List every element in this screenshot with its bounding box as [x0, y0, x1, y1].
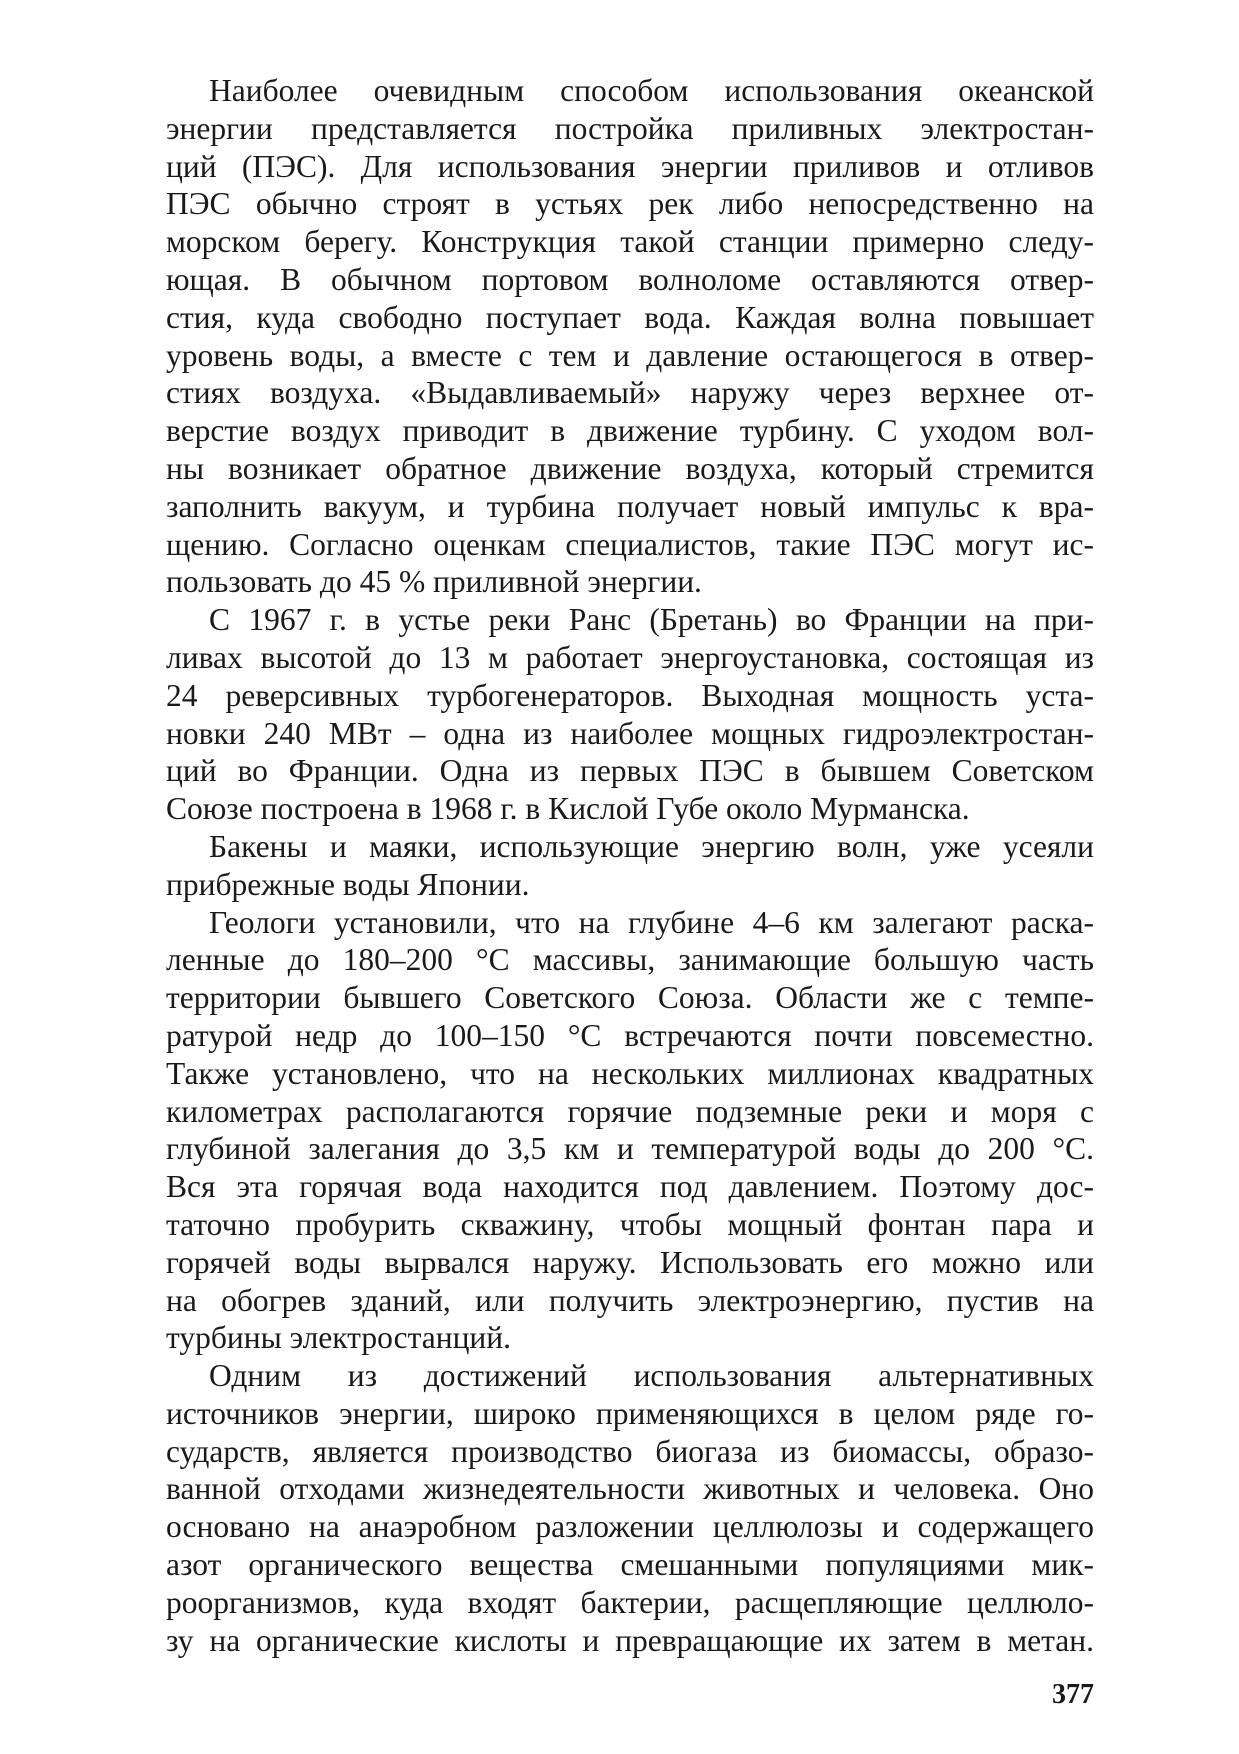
text-line: пользовать до 45 % приливной энергии. [166, 564, 702, 600]
text-line: ны возникает обратное движение воздуха, который стремится [166, 450, 1094, 486]
text-line: ратурой недр до 100–150 °С встречаются почти повсеместно. [166, 1017, 1094, 1053]
paragraph-buoys-japan [166, 828, 1094, 904]
text-line: Также установлено, что на нескольких миллионах квадратных [166, 1055, 1094, 1091]
text-line: морском берегу. Конструкция такой станции примерно следу- [166, 224, 1094, 260]
paragraph-biogas [166, 1357, 1094, 1659]
paragraph-geothermal [166, 904, 1094, 1358]
text-line: турбины электростанций. [166, 1320, 512, 1356]
text-line: стия, куда свободно поступает вода. Каждая волна повышает [166, 299, 1094, 335]
text-line: основано на анаэробном разложении целлюлозы и содержащего [166, 1509, 1094, 1545]
text-line: щению. Согласно оценкам специалистов, такие ПЭС могут ис- [166, 526, 1094, 562]
paragraph-tidal-power-stations [166, 72, 1094, 601]
text-line: азот органического вещества смешанными популяциями мик- [166, 1547, 1094, 1583]
text-line: ливах высотой до 13 м работает энергоустановка, состоящая из [166, 639, 1094, 675]
text-line: на обогрев зданий, или получить электроэнергию, пустив на [166, 1282, 1094, 1318]
text-line: ющая. В обычном портовом волноломе оставляются отвер- [166, 261, 1094, 297]
text-line: территории бывшего Советского Союза. Области же с темпе- [166, 980, 1094, 1016]
text-line: С 1967 г. в устье реки Ранс (Бретань) во Франции на при- [209, 602, 1094, 638]
text-line: заполнить вакуум, и турбина получает новый импульс к вра- [166, 488, 1094, 524]
text-line: роорганизмов, куда входят бактерии, расщепляющие целлюло- [166, 1584, 1094, 1620]
text-line: уровень воды, а вместе с тем и давление остающегося в отвер- [166, 337, 1094, 373]
text-line: глубиной залегания до 3,5 км и температурой воды до 200 °С. [166, 1131, 1094, 1167]
text-line: километрах располагаются горячие подземные реки и моря с [166, 1093, 1094, 1129]
text-line: ций (ПЭС). Для использования энергии приливов и отливов [166, 148, 1094, 184]
text-line: зу на органические кислоты и превращающие их затем в метан. [166, 1622, 1094, 1658]
text-line: энергии представляется постройка приливных электростан- [166, 110, 1094, 146]
text-line: горячей воды вырвался наружу. Использовать его можно или [166, 1244, 1094, 1280]
text-line: новки 240 МВт – одна из наиболее мощных гидроэлектростан- [166, 715, 1094, 751]
text-line: ленные до 180–200 °С массивы, занимающие большую часть [166, 942, 1094, 978]
body-text [166, 72, 1094, 1659]
text-line: ПЭС обычно строят в устьях рек либо непосредственно на [166, 186, 1094, 222]
text-line: Одним из достижений использования альтернативных [209, 1358, 1094, 1394]
text-line: сударств, является производство биогаза из биомассы, образо- [166, 1433, 1094, 1469]
text-line: таточно пробурить скважину, чтобы мощный фонтан пара и [166, 1206, 1094, 1242]
paragraph-rance-station [166, 601, 1094, 828]
text-line: Геологи установили, что на глубине 4–6 км залегают раска- [209, 904, 1094, 940]
text-line: 24 реверсивных турбогенераторов. Выходная мощность уста- [166, 677, 1094, 713]
page-number: 377 [1052, 1679, 1094, 1710]
text-line: Наиболее очевидным способом использования океанской [209, 73, 1094, 108]
text-line: источников энергии, широко применяющихся в целом ряде го- [166, 1395, 1094, 1431]
text-line: Бакены и маяки, использующие энергию волн, уже усеяли [209, 828, 1094, 864]
text-line: верстие воздух приводит в движение турбину. С уходом вол- [166, 413, 1094, 449]
text-line: прибрежные воды Японии. [166, 866, 530, 902]
text-line: стиях воздуха. «Выдавливаемый» наружу через верхнее от- [166, 375, 1094, 411]
text-line: ций во Франции. Одна из первых ПЭС в бывшем Советском [166, 753, 1094, 789]
text-line: ванной отходами жизнедеятельности животных и человека. Оно [166, 1471, 1094, 1507]
text-line: Союзе построена в 1968 г. в Кислой Губе около Мурманска. [166, 791, 970, 827]
text-line: Вся эта горячая вода находится под давлением. Поэтому дос- [166, 1169, 1094, 1205]
